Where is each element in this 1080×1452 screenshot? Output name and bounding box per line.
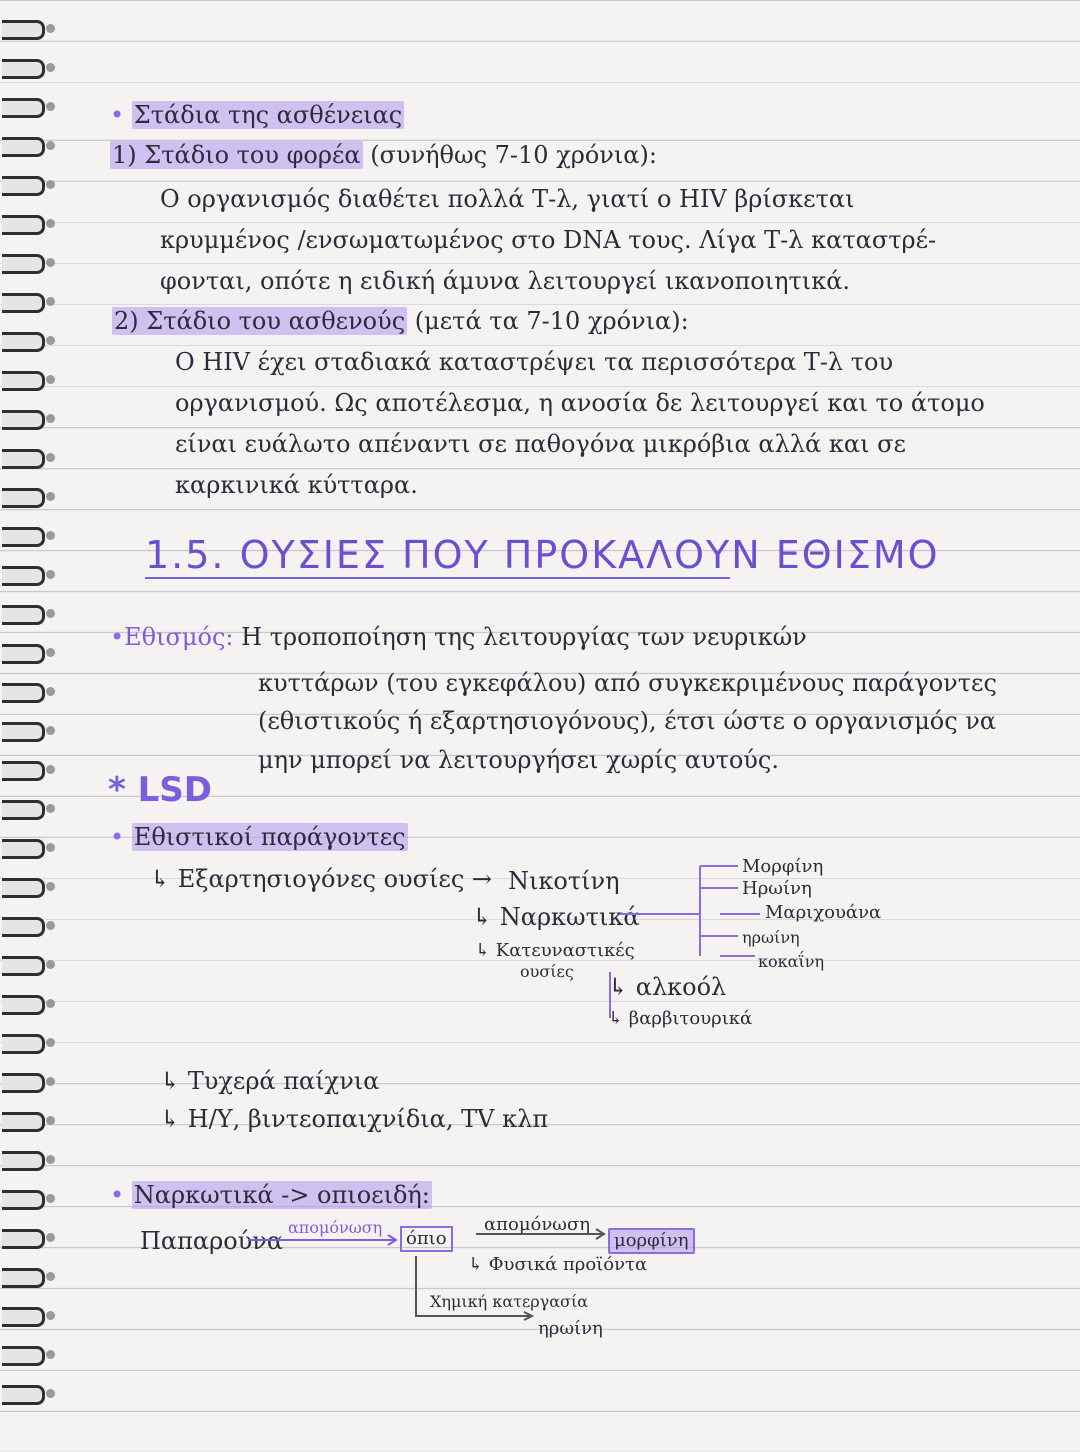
definition-first-line: •Εθισμός: Η τροποποίηση της λειτουργίας των νευρικών	[110, 623, 807, 651]
stage2-line-4: καρκινικά κύτταρα.	[175, 471, 418, 499]
dependency-substances: ↳ Εξαρτησιογόνες ουσίες →	[150, 865, 493, 893]
narcotics: ↳ Ναρκωτικά	[472, 903, 640, 931]
step1-label: απομόνωση	[288, 1218, 383, 1237]
factors-heading-line: • Εθιστικοί παράγοντες	[110, 823, 406, 851]
definition-line-1: Η τροποποίηση της λειτουργίας των νευρικών	[241, 623, 807, 651]
factors-heading: Εθιστικοί παράγοντες	[133, 823, 406, 851]
section-title: 1.5. ΟΥΣΙΕΣ ΠΟΥ ΠΡΟΚΑΛΟΥΝ ΕΘΙΣΜΟ	[145, 533, 940, 577]
stage2-line-1: Ο HIV έχει σταδιακά καταστρέψει τα περισσότερα Τ-λ του	[175, 348, 894, 376]
narcotics-heading-line: • Ναρκωτικά -> οπιοειδή:	[110, 1181, 430, 1209]
chemical-bracket	[416, 1256, 530, 1316]
step2-label: απομόνωση	[484, 1214, 591, 1235]
narcotic-morphine: Μορφίνη	[742, 856, 824, 877]
stage1-title: 1) Στάδιο του φορέα	[112, 141, 361, 169]
morphine-box: μορφίνη	[608, 1228, 695, 1254]
poppy: Παπαρούνα	[140, 1227, 284, 1255]
stage1-line-2: κρυμμένος /ενσωματωμένος στο DNA τους. Λίγα Τ-λ καταστρέ-	[160, 226, 937, 254]
stage2-line-3: είναι ευάλωτο απέναντι σε παθογόνα μικρόβια αλλά και σε	[175, 430, 906, 458]
narcotic-cocaine: κοκαΐνη	[758, 952, 825, 971]
definition-term: Εθισμός:	[124, 623, 234, 651]
definition-line-4: μην μπορεί να λειτουργήσει χωρίς αυτούς.	[258, 746, 779, 774]
stage2-line-2: οργανισμού. Ως αποτέλεσμα, η ανοσία δε λειτουργεί και το άτομο	[175, 389, 985, 417]
depressant-barbiturates: ↳ βαρβιτουρικά	[608, 1008, 753, 1029]
computers: ↳ Η/Υ, βιντεοπαιχνίδια, TV κλπ	[160, 1105, 549, 1133]
stages-heading: Στάδια της ασθένειας	[133, 101, 403, 129]
narcotic-heroin-2: ηρωίνη	[742, 928, 800, 947]
narcotics-heading: Ναρκωτικά -> οπιοειδή:	[133, 1181, 430, 1209]
narcotic-marijuana: Μαριχουάνα	[765, 902, 882, 923]
stage1-note: (συνήθως 7-10 χρόνια):	[370, 141, 657, 169]
stage2-note: (μετά τα 7-10 χρόνια):	[414, 307, 689, 335]
depressants: ↳ Κατευναστικές	[475, 940, 635, 961]
stage1-line-1: Ο οργανισμός διαθέτει πολλά Τ-λ, γιατί ο HIV βρίσκεται	[160, 185, 855, 213]
definition-line-2: κυττάρων (του εγκεφάλου) από συγκεκριμένους παράγοντες	[258, 669, 997, 697]
nicotine: Νικοτίνη	[508, 867, 620, 895]
depressants-2: ουσίες	[520, 962, 574, 981]
section-heading: • Στάδια της ασθένειας	[110, 101, 403, 129]
gambling: ↳ Τυχερά παίχνια	[160, 1067, 380, 1095]
narcotic-heroin: Ηρωίνη	[742, 878, 812, 899]
definition-line-3: (εθιστικούς ή εξαρτησιογόνους), έτσι ώστε ο οργανισμός να	[258, 707, 997, 735]
stage1-line-3: φονται, οπότε η ειδική άμυνα λειτουργεί ικανοποιητικά.	[160, 267, 851, 295]
heroin: ηρωίνη	[538, 1318, 603, 1339]
natural-products: ↳ Φυσικά προϊόντα	[468, 1254, 648, 1275]
opium-box: όπιο	[400, 1226, 453, 1252]
stage2-title: 2) Στάδιο του ασθενούς	[114, 307, 406, 335]
lsd-label: * LSD	[108, 770, 212, 810]
chemical-processing: Χημική κατεργασία	[430, 1292, 589, 1311]
depressant-alcohol: ↳ αλκοόλ	[608, 973, 727, 1001]
